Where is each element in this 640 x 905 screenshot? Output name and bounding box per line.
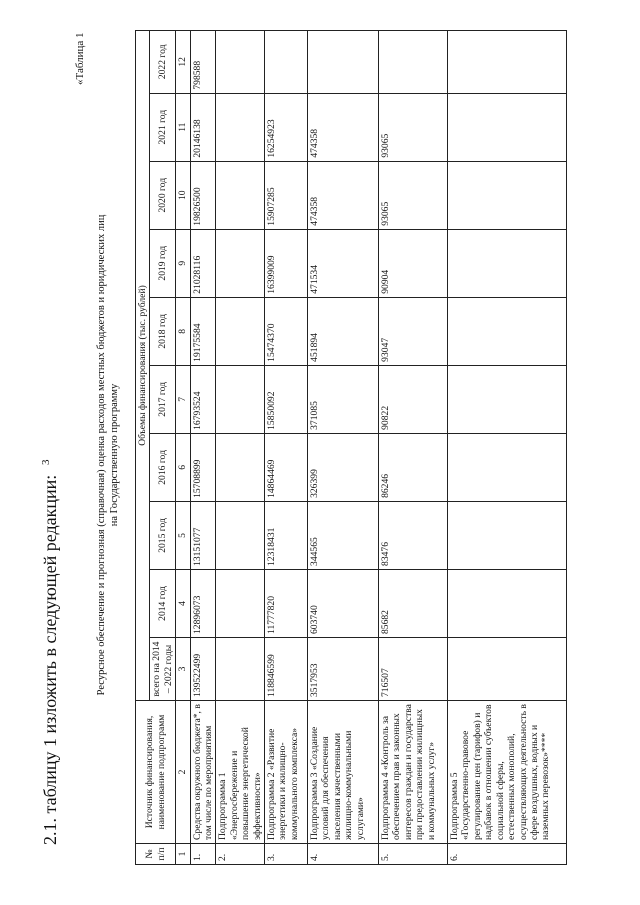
cell-2015 [216,501,265,569]
cell-2021: 474358 [308,93,379,161]
row-number: 6. [448,844,567,865]
header-number: № п/п [136,844,176,865]
cell-2022: 798588 [190,31,216,94]
cell-2019: 471534 [308,229,379,297]
row-name: Подпрограмма 2 «Развитие энергетики и жилищно-коммунального комплекса» [265,701,308,844]
cell-2016: 86246 [379,433,448,501]
cell-2014: 12896073 [190,569,216,637]
cell-2020: 93065 [379,161,448,229]
table-caption [95,135,121,775]
row-name: Подпрограмма 1 «Энергосбережение и повышение энергетической эффективности» [216,701,265,844]
cell-2017 [448,365,567,433]
cell-2018: 93047 [379,297,448,365]
cell-2016: 14864469 [265,433,308,501]
column-index: 1 [176,844,190,865]
cell-2020: 15907285 [265,161,308,229]
table-row [448,31,567,865]
cell-2020: 19826500 [190,161,216,229]
column-index: 5 [176,501,190,569]
cell-2018 [448,297,567,365]
cell-2016: 326399 [308,433,379,501]
cell-2014 [448,569,567,637]
header-year-2019: 2019 год [150,229,176,297]
header-year-2016: 2016 год [150,433,176,501]
table-row [216,31,265,865]
row-number: 1. [190,844,216,865]
header-total: всего на 2014 – 2022 годы [150,638,176,701]
row-number: 2. [216,844,265,865]
column-index: 12 [176,31,190,94]
financing-table [135,30,567,865]
cell-2018 [216,297,265,365]
cell-2014: 11777820 [265,569,308,637]
cell-2019 [216,229,265,297]
page-number: 3 [40,459,52,465]
cell-2020 [448,161,567,229]
cell-2014: 85682 [379,569,448,637]
header-volumes: Объемы финансирования (тыс. рублей) [136,31,150,701]
cell-2015: 83476 [379,501,448,569]
header-year-2017: 2017 год [150,365,176,433]
cell-2015 [448,501,567,569]
cell-2022 [216,31,265,94]
column-index-row [176,31,190,865]
row-number: 4. [308,844,379,865]
column-index: 6 [176,433,190,501]
cell-2022 [308,31,379,94]
column-index: 9 [176,229,190,297]
cell-2017 [216,365,265,433]
cell-2015: 344565 [308,501,379,569]
caption-line-1: Ресурсное обеспечение и прогнозная (справочная) оценка расходов местных бюджетов и юридических лиц [96,214,107,696]
cell-2014 [216,569,265,637]
cell-2019: 90904 [379,229,448,297]
table-row [265,31,308,865]
cell-2021 [448,93,567,161]
cell-2019: 16399009 [265,229,308,297]
section-heading: 2.1. таблицу 1 изложить в следующей редакции: [40,474,60,845]
header-year-2015: 2015 год [150,501,176,569]
header-year-2018: 2018 год [150,297,176,365]
cell-2021: 93065 [379,93,448,161]
cell-2018: 19175584 [190,297,216,365]
cell-2022 [379,31,448,94]
cell-2017: 371085 [308,365,379,433]
row-number: 3. [265,844,308,865]
header-year-2022: 2022 год [150,31,176,94]
header-year-2021: 2021 год [150,93,176,161]
cell-total: 118846599 [265,638,308,701]
column-index: 7 [176,365,190,433]
header-year-2020: 2020 год [150,161,176,229]
cell-2014: 603740 [308,569,379,637]
cell-2016 [448,433,567,501]
cell-2021 [216,93,265,161]
column-index: 3 [176,638,190,701]
cell-2022 [448,31,567,94]
column-index: 2 [176,701,190,844]
header-year-2014: 2014 год [150,569,176,637]
cell-2016: 15708899 [190,433,216,501]
cell-2022 [265,31,308,94]
cell-2017: 16793524 [190,365,216,433]
cell-2015: 13151077 [190,501,216,569]
column-index: 11 [176,93,190,161]
cell-2018: 451894 [308,297,379,365]
row-name: Средства окружного бюджета*, в том числе по мероприятиям [190,701,216,844]
cell-total: 716507 [379,638,448,701]
cell-2015: 12318431 [265,501,308,569]
cell-total [448,638,567,701]
cell-2017: 90822 [379,365,448,433]
table-row [308,31,379,865]
cell-2019 [448,229,567,297]
cell-2021: 16254923 [265,93,308,161]
column-index: 10 [176,161,190,229]
header-source: Источник финансирования, наименование подпрограмм [136,701,176,844]
cell-2019: 21028116 [190,229,216,297]
cell-2020: 474358 [308,161,379,229]
caption-line-2: на Государственную программу [109,383,120,527]
row-name: Подпрограмма 5 «Государственно-правовое регулирование цен (тарифов) и надбавок в отношении субъектов социальной сферы, естественных монополий, осуществляющих деятельность в сфере воздушных, водных и наземных перевозок»**** [448,701,567,844]
cell-2020 [216,161,265,229]
column-index: 4 [176,569,190,637]
row-name: Подпрограмма 3 «Создание условий для обеспечения населения качественными жилищно-коммунальными услугами» [308,701,379,844]
cell-total: 3517953 [308,638,379,701]
cell-total: 139522499 [190,638,216,701]
cell-2016 [216,433,265,501]
row-number: 5. [379,844,448,865]
cell-2017: 15850092 [265,365,308,433]
column-index: 8 [176,297,190,365]
table-reference: «Таблица 1 [74,32,86,85]
table-row [379,31,448,865]
cell-total [216,638,265,701]
row-name: Подпрограмма 4 «Контроль за обеспечением прав и законных интересов граждан и государства при предоставлении жилищных и коммунальных услуг» [379,701,448,844]
table-row [190,31,216,865]
cell-2021: 20146138 [190,93,216,161]
cell-2018: 15474370 [265,297,308,365]
